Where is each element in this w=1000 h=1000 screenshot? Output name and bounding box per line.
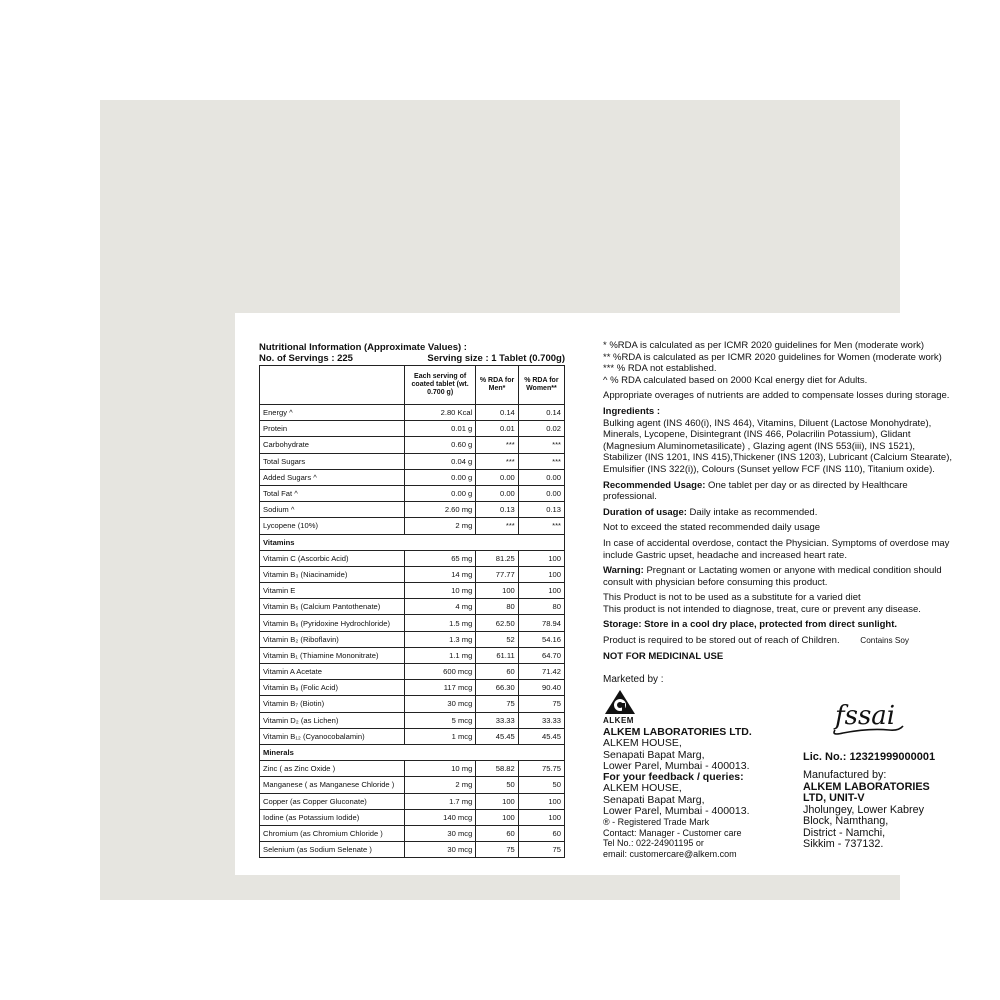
marketed-by: Marketed by : [603,674,664,685]
rda-women-value: 75 [518,696,564,712]
trademark-note: ® - Registered Trade Mark [603,817,710,828]
nutrient-row [260,453,565,469]
manufacturer-address-line: District - Namchi, [803,826,886,839]
servings-count: No. of Servings : 225 [259,353,353,364]
nutrient-row [260,599,565,615]
nutrient-name: Chromium (as Chromium Chloride ) [260,825,405,841]
serving-size: Serving size : 1 Tablet (0.700g) [427,353,565,364]
rda-women-value: 0.00 [518,469,564,485]
rda-women-value: 45.45 [518,728,564,744]
nutrient-row [260,631,565,647]
nutrient-name: Vitamin B₅ (Calcium Pantothenate) [260,599,405,615]
manufacturer-name: ALKEM LABORATORIES [803,780,930,793]
warning-text: Pregnant or Lactating women or anyone with medical condition should [643,565,942,577]
rda-women-value: 75.75 [518,761,564,777]
overdose-note: In case of accidental overdose, contact the Physician. Symptoms of overdose may [603,537,950,549]
license-number: Lic. No.: 12321999000001 [803,751,936,763]
rda-not-note: *** % RDA not established. [603,363,717,375]
nutrition-panel [259,342,565,858]
rda-women-value: 80 [518,599,564,615]
nutrient-row [260,502,565,518]
nutrient-name: Lycopene (10%) [260,518,405,534]
rda-men-note: * %RDA is calculated as per ICMR 2020 guidelines for Men (moderate work) [603,340,925,351]
nutrient-row [260,825,565,841]
nutrient-amount: 30 mcg [404,696,475,712]
rda-women-note: ** %RDA is calculated as per ICMR 2020 guidelines for Women (moderate work) [603,351,942,363]
info-panel [603,340,955,662]
warning-note [603,565,955,577]
nutrient-amount: 600 mcg [404,664,475,680]
nutrient-amount: 4 mg [404,599,475,615]
nutrient-name: Vitamin B₆ (Pyridoxine Hydrochloride) [260,615,405,631]
background-frame [100,100,953,900]
section-row [260,534,565,550]
nutrient-name: Vitamin B₁ (Thiamine Mononitrate) [260,647,405,663]
rda-women-value: 54.16 [518,631,564,647]
rda-men-value: 45.45 [476,728,518,744]
rda-women-value: 100 [518,809,564,825]
nutrient-amount: 1 mcg [404,728,475,744]
nutrition-rows [260,405,565,858]
nutrient-amount: 30 mcg [404,825,475,841]
nutrient-amount: 1.3 mg [404,631,475,647]
ingredients-line: (Magnesium Aluminometasilicate) , Glazing agent (INS 553(iii), INS 1521), [603,440,916,452]
feedback-address-line: Senapati Bapat Marg, [603,793,705,806]
nutrient-amount: 1.1 mg [404,647,475,663]
overdose-note-2: include Gastric upset, headache and increased heart rate. [603,549,847,561]
rda-women-value: 64.70 [518,647,564,663]
rda-women-value: 71.42 [518,664,564,680]
rda-men-value: 0.01 [476,421,518,437]
nutrient-row [260,550,565,566]
nutrient-name: Protein [260,421,405,437]
header-rda-women: % RDA for Women** [518,366,564,405]
nutrient-amount: 0.60 g [404,437,475,453]
nutrient-name: Copper (as Copper Gluconate) [260,793,405,809]
nutrient-name: Zinc ( as Zinc Oxide ) [260,761,405,777]
nutrient-row [260,712,565,728]
nutrient-amount: 65 mg [404,550,475,566]
nutrient-amount: 10 mg [404,583,475,599]
nutrient-name: Vitamin B₂ (Riboflavin) [260,631,405,647]
rda-women-value: *** [518,437,564,453]
nutrient-row [260,485,565,501]
manufactured-by-label: Manufactured by: [803,769,887,781]
nutrient-row [260,793,565,809]
manufacturer-address-line: Jholungey, Lower Kabrey [803,803,925,816]
manufacturer-unit: LTD, UNIT-V [803,792,865,804]
rec-usage-text: One tablet per day or as directed by Healthcare [705,479,908,491]
serving-info [259,353,565,364]
rda-men-value: 77.77 [476,566,518,582]
nutrient-row [260,469,565,485]
nutrient-amount: 2 mg [404,518,475,534]
rda-women-value: 100 [518,793,564,809]
rda-men-value: 62.50 [476,615,518,631]
rda-women-value: *** [518,518,564,534]
nutrient-amount: 2.60 mg [404,502,475,518]
manufacturer-info [803,770,930,851]
fssai-logo-text: fssai [835,701,896,731]
nutrient-name: Carbohydrate [260,437,405,453]
nutrient-name: Vitamin B₁₂ (Cyanocobalamin) [260,728,405,744]
nutrient-amount: 1.7 mg [404,793,475,809]
ingredients-line: Minerals, Lycopene, Disintegrant (INS 466, Polacrilin Potassium), Glidant [603,429,911,441]
rda-men-value: 75 [476,842,518,858]
contact-line: Contact: Manager - Customer care [603,827,742,838]
nutrient-row [260,405,565,421]
rda-men-value: 60 [476,825,518,841]
nutrient-name: Total Fat ^ [260,485,405,501]
rda-women-value: 0.02 [518,421,564,437]
nutrient-name: Energy ^ [260,405,405,421]
nutrient-amount: 2 mg [404,777,475,793]
nutrient-amount: 14 mg [404,566,475,582]
rda-women-value: 100 [518,550,564,566]
tel-line: Tel No.: 022-24901195 or [603,838,704,849]
ingredients-line: Emulsifier (INS 322(i)), Colours (Sunset yellow FCF (INS 110), Titanium oxide). [603,463,935,475]
alkem-logo-icon [603,688,637,716]
nutrient-name: Vitamin E [260,583,405,599]
ingredients-line: Bulking agent (INS 460(i), INS 464), Vitamins, Diluent (Lactose Monohydrate), [603,417,932,429]
nutrient-amount: 0.00 g [404,469,475,485]
rda-women-value: 50 [518,777,564,793]
rda-men-value: *** [476,518,518,534]
substitute-note: This Product is not to be used as a substitute for a varied diet [603,592,861,604]
rda-men-value: *** [476,437,518,453]
rda-kcal-note: ^ % RDA calculated based on 2000 Kcal energy diet for Adults. [603,374,868,386]
nutrient-name: Vitamin D₂ (as Lichen) [260,712,405,728]
nutrient-row [260,696,565,712]
product-label [235,313,966,875]
rda-women-value: 100 [518,583,564,599]
section-row [260,744,565,760]
header-amount: Each serving of coated tablet (wt. 0.700 g) [404,366,475,405]
rec-usage-text-2: professional. [603,491,657,503]
nutrient-amount: 5 mcg [404,712,475,728]
header-nutrient [260,366,405,405]
marketer-address [603,727,808,859]
nutrient-name: Vitamin A Acetate [260,664,405,680]
alkem-logo-word: ALKEM [603,716,634,725]
section-heading: Vitamins [260,534,565,550]
nutrient-row [260,437,565,453]
nutrient-row [260,664,565,680]
nutrient-name: Vitamin B₃ (Niacinamide) [260,566,405,582]
rda-women-value: *** [518,453,564,469]
nutrient-row [260,680,565,696]
rec-usage-label: Recommended Usage: [603,479,706,491]
storage-note: Storage: Store in a cool dry place, protected from direct sunlight. [603,619,898,631]
rda-men-value: 50 [476,777,518,793]
ingredients-label: Ingredients : [603,405,661,417]
rda-men-value: 52 [476,631,518,647]
rda-men-value: 75 [476,696,518,712]
rda-men-value: 0.00 [476,485,518,501]
rda-men-value: 100 [476,583,518,599]
rda-women-value: 90.40 [518,680,564,696]
diagnose-note: This product is not intended to diagnose, treat, cure or prevent any disease. [603,603,921,615]
rda-men-value: 80 [476,599,518,615]
feedback-address-line: Lower Parel, Mumbai - 400013. [603,805,750,818]
nutrient-name: Added Sugars ^ [260,469,405,485]
overages-note: Appropriate overages of nutrients are added to compensate losses during storage. [603,390,950,402]
reach-row [603,635,955,647]
rda-men-value: 0.13 [476,502,518,518]
nutrient-name: Sodium ^ [260,502,405,518]
marketer-section [603,674,955,859]
nutrient-row [260,566,565,582]
nutrient-name: Manganese ( as Manganese Chloride ) [260,777,405,793]
rda-men-value: 66.30 [476,680,518,696]
nutrient-name: Total Sugars [260,453,405,469]
rda-women-value: 60 [518,825,564,841]
feedback-address-line: ALKEM HOUSE, [603,782,682,795]
nutrition-header-row [260,366,565,405]
ingredients-line: Stabilizer (INS 1201, INS 415),Thickener (INS 1203), Lubricant (Calcium Stearate), [603,452,953,464]
rda-men-value: *** [476,453,518,469]
rda-women-value: 0.13 [518,502,564,518]
rda-women-value: 0.00 [518,485,564,501]
nutrient-row [260,809,565,825]
nutrient-row [260,647,565,663]
rda-men-value: 61.11 [476,647,518,663]
rda-men-value: 60 [476,664,518,680]
nutrient-name: Vitamin C (Ascorbic Acid) [260,550,405,566]
nutrient-amount: 1.5 mg [404,615,475,631]
nutrient-amount: 10 mg [404,761,475,777]
nutrient-amount: 30 mcg [404,842,475,858]
rda-women-value: 33.33 [518,712,564,728]
marketer-company: ALKEM LABORATORIES LTD. [603,726,752,738]
rda-women-value: 75 [518,842,564,858]
nutrition-table [259,365,565,858]
not-exceed-note: Not to exceed the stated recommended daily usage [603,522,821,534]
nutrient-row [260,777,565,793]
rda-men-value: 0.00 [476,469,518,485]
nutrient-row [260,583,565,599]
recommended-usage [603,480,955,492]
nutrient-amount: 0.01 g [404,421,475,437]
email-line: email: customercare@alkem.com [603,848,737,859]
nutrient-amount: 0.04 g [404,453,475,469]
nutrient-row [260,728,565,744]
warning-text-2: consult with physician before consuming this product. [603,576,828,588]
reach-note: Product is required to be stored out of reach of Children. [603,635,840,647]
nutrient-row [260,615,565,631]
not-medicinal: NOT FOR MEDICINAL USE [603,650,724,662]
nutrient-row [260,761,565,777]
rda-men-value: 100 [476,793,518,809]
fssai-logo [829,700,919,740]
rda-men-value: 81.25 [476,550,518,566]
rda-women-value: 78.94 [518,615,564,631]
manufacturer-address-line: Block, Namthang, [803,815,889,827]
section-heading: Minerals [260,744,565,760]
nutrient-name: Vitamin B₉ (Folic Acid) [260,680,405,696]
marketer-address-line: Senapati Bapat Marg, [603,748,705,761]
manufacturer-address-line: Sikkim - 737132. [803,838,884,850]
nutrient-row [260,518,565,534]
rda-men-value: 100 [476,809,518,825]
header-rda-men: % RDA for Men* [476,366,518,405]
rda-men-value: 0.14 [476,405,518,421]
rda-men-value: 58.82 [476,761,518,777]
nutrient-row [260,421,565,437]
nutrient-amount: 2.80 Kcal [404,405,475,421]
marketer-address-line: ALKEM HOUSE, [603,737,682,750]
nutrition-title: Nutritional Information (Approximate Values) : [259,342,467,353]
fssai-logo-icon [829,700,919,740]
rda-women-value: 0.14 [518,405,564,421]
rda-men-value: 33.33 [476,712,518,728]
nutrient-name: Selenium (as Sodium Selenate ) [260,842,405,858]
nutrient-name: Vitamin B₇ (Biotin) [260,696,405,712]
contains-soy: Contains Soy [860,636,909,646]
nutrient-amount: 140 mcg [404,809,475,825]
feedback-heading: For your feedback / queries: [603,771,744,784]
duration-text: Daily intake as recommended. [686,506,818,518]
nutrient-name: Iodine (as Potassium Iodide) [260,809,405,825]
duration-usage [603,507,955,519]
nutrient-amount: 0.00 g [404,485,475,501]
nutrient-row [260,842,565,858]
duration-label: Duration of usage: [603,506,687,518]
nutrient-amount: 117 mcg [404,680,475,696]
rda-women-value: 100 [518,566,564,582]
marketer-address-line: Lower Parel, Mumbai - 400013. [603,759,750,772]
warning-label: Warning: [603,565,644,577]
